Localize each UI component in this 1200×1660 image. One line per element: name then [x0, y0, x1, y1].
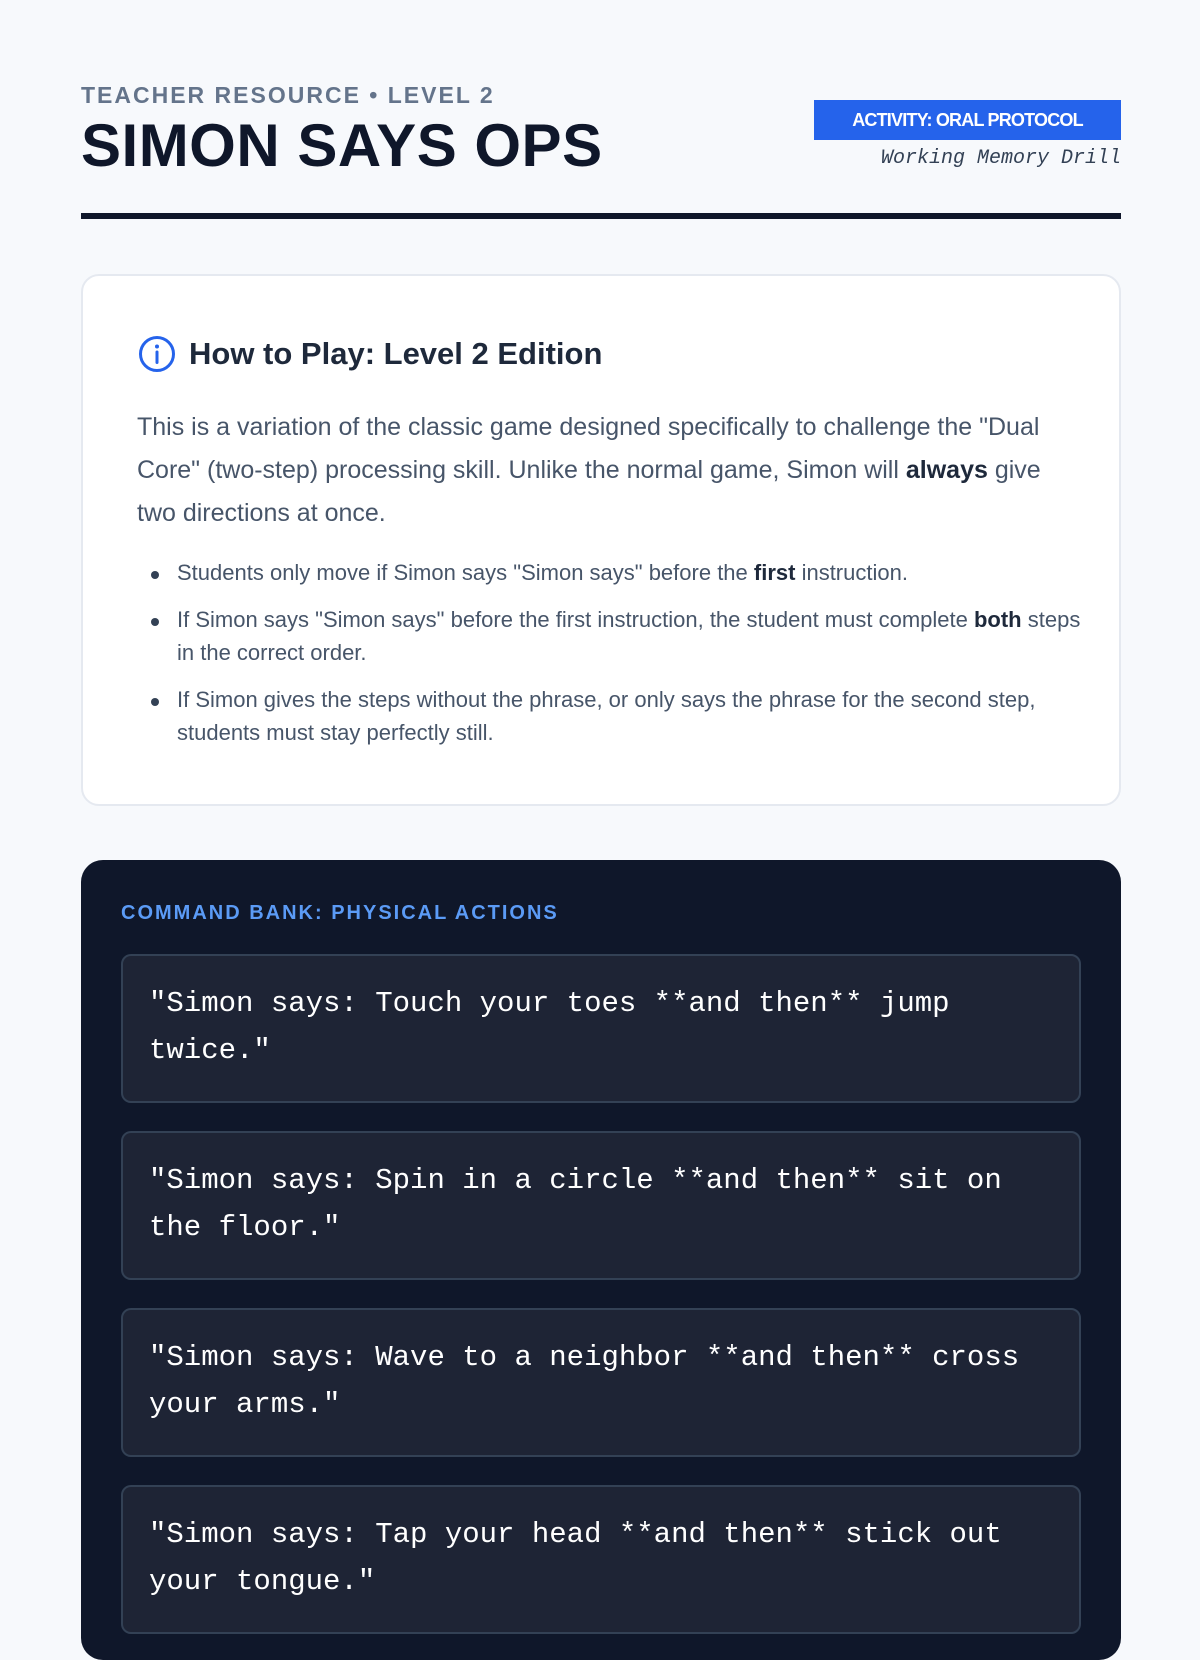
command-bank-label: COMMAND BANK: PHYSICAL ACTIONS [121, 902, 559, 924]
rule-item [177, 556, 1097, 589]
card-heading [137, 334, 602, 374]
intro-paragraph [137, 406, 1057, 535]
rule-emphasis: first [753, 560, 796, 585]
page [81, 0, 1121, 1598]
info-icon [137, 334, 177, 374]
rule-text: If Simon gives the steps without the phrase, or only says the phrase for the second step, students must stay perfectly still. [177, 687, 1036, 745]
rule-item [177, 683, 1097, 749]
intro-text-end: give two directions at once. [137, 456, 1041, 527]
rules-list [137, 556, 1097, 763]
rule-emphasis: both [973, 607, 1022, 632]
activity-badge: ACTIVITY: ORAL PROTOCOL [814, 100, 1121, 140]
rule-text: Students only move if Simon says "Simon says" before the [177, 560, 754, 585]
command-card: "Simon says: Wave to a neighbor **and then** cross your arms." [121, 1308, 1081, 1457]
badge-subtitle: Working Memory Drill [880, 147, 1121, 170]
header [81, 0, 1121, 222]
intro-text: This is a variation of the classic game designed specifically to challenge the "Dual Core" (two-step) processing skill. Unlike the normal game, Simon will [137, 413, 1040, 484]
rule-text-end: instruction. [795, 560, 908, 585]
rule-text-end: steps in the correct order. [177, 607, 1081, 665]
header-divider [81, 213, 1121, 219]
how-to-play-card [81, 274, 1121, 806]
command-card: "Simon says: Tap your head **and then** stick out your tongue." [121, 1485, 1081, 1634]
intro-emphasis: always [905, 456, 988, 484]
command-card: "Simon says: Touch your toes **and then** jump twice." [121, 954, 1081, 1103]
card-title: How to Play: Level 2 Edition [189, 336, 603, 371]
command-bank [81, 860, 1121, 1660]
page-title: SIMON SAYS OPS [81, 112, 603, 179]
eyebrow-label: TEACHER RESOURCE • LEVEL 2 [81, 82, 495, 108]
command-card: "Simon says: Spin in a circle **and then** sit on the floor." [121, 1131, 1081, 1280]
rule-item [177, 603, 1097, 669]
rule-text: If Simon says "Simon says" before the first instruction, the student must complete [177, 607, 974, 632]
